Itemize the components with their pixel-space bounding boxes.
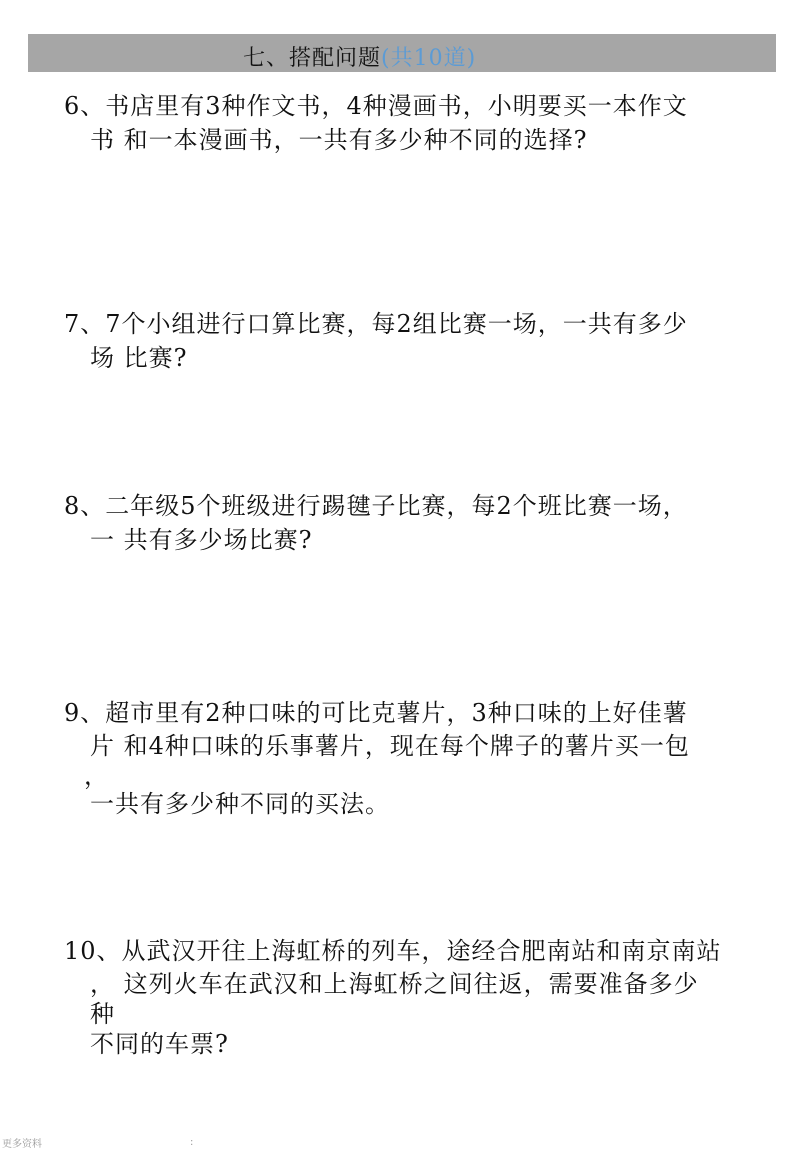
question-9-line-4-emphasis: 买法。 xyxy=(315,790,390,818)
question-9-line-3: ， xyxy=(84,762,109,790)
question-6-line-2: 书 和一本漫画书，一共有多少种不同的选择? xyxy=(90,126,588,154)
question-9-line-1: 9、超市里有2种口味的可比克薯片，3种口味的上好佳薯 xyxy=(64,699,688,727)
question-10-line-4: 不同的车票? xyxy=(90,1030,229,1058)
question-9-line-4-text: 一共有多少种不同的 xyxy=(90,790,315,818)
question-9-line-2: 片 和4种口味的乐事薯片，现在每个牌子的薯片买一包 xyxy=(90,732,690,760)
section-title xyxy=(243,44,476,74)
question-9-line-4 xyxy=(90,788,390,820)
question-8-line-1: 8、二年级5个班级进行踢毽子比赛，每2个班比赛一场， xyxy=(64,492,688,520)
question-8-line-2: 一 共有多少场比赛? xyxy=(90,526,313,554)
footer-text: 更多资料 xyxy=(2,1139,42,1150)
question-10-line-2: ， 这列火车在武汉和上海虹桥之间往返，需要准备多少 xyxy=(90,970,699,998)
question-7-line-1: 7、7个小组进行口算比赛，每2组比赛一场，一共有多少 xyxy=(64,310,688,338)
question-10-line-3: 种 xyxy=(90,1000,115,1028)
footer-mark: : xyxy=(190,1137,194,1148)
section-title-text: 七、搭配问题 xyxy=(243,46,382,71)
question-10-line-1: 10、从武汉开往上海虹桥的列车，途经合肥南站和南京南站 xyxy=(64,937,722,965)
question-count: (共10道) xyxy=(381,46,477,71)
question-6-line-1: 6、书店里有3种作文书，4种漫画书，小明要买一本作文 xyxy=(64,92,688,120)
question-7-line-2: 场 比赛? xyxy=(90,344,188,372)
